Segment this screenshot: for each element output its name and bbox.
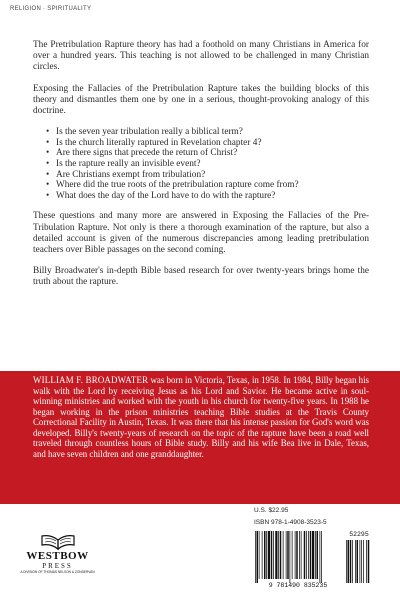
publisher-name: WESTBOW [26, 550, 89, 562]
westbow-book-icon [41, 533, 75, 551]
question-item: • Is the rapture really an invisible event? [46, 159, 369, 170]
barcode [254, 531, 374, 591]
category-label: RELIGION · SPIRITUALITY [10, 6, 92, 12]
author-bio [33, 375, 369, 459]
question-item: • What does the day of the Lord have to do with the rapture? [46, 191, 369, 202]
question-item: • Are Christians exempt from tribulation? [46, 170, 369, 181]
publisher-subline: A DIVISION OF THOMAS NELSON & ZONDERVAN [20, 570, 95, 574]
publisher-logo [10, 533, 105, 574]
author-research-paragraph: Billy Broadwater's in-depth Bible based research for over twenty-years brings home the truth about the rapture. [33, 266, 369, 288]
answers-paragraph: These questions and many more are answered in Exposing the Fallacies of the Pre-Tribulation Rapture. Not only is there a thorough examination of the rapture, but also a detailed account is given of the numerous discrepancies among leading pretribulation teachers over Bible passages on the second coming. [33, 211, 369, 255]
summary-paragraph: Exposing the Fallacies of the Pretribulation Rapture takes the building blocks of this theory and dismantles them one by one in a serious, thought-provoking analogy of this doctrine. [33, 83, 369, 117]
back-cover-description [33, 40, 369, 299]
question-item: • Are there signs that precede the return of Christ? [46, 148, 369, 159]
intro-paragraph: The Pretribulation Rapture theory has had a foothold on many Christians in America for over a hundred years. This teaching is not allowed to be challenged in many Christian circles. [33, 40, 369, 73]
price-label: U.S. $22.95 [254, 507, 289, 514]
barcode-addon-digits: 52295 [349, 531, 369, 538]
question-item: • Is the church literally raptured in Revelation chapter 4? [46, 138, 369, 149]
question-item: • Is the seven year tribulation really a biblical term? [46, 127, 369, 138]
barcode-digits: 9 781490 835235 [268, 582, 328, 589]
question-list [33, 127, 369, 201]
author-name: WILLIAM F. BROADWATER [33, 375, 149, 385]
publisher-press: PRESS [42, 562, 73, 570]
barcode-bars [254, 531, 374, 583]
question-item: • Where did the true roots of the pretribulation rapture come from? [46, 180, 369, 191]
isbn-label: ISBN 978-1-4908-3523-5 [254, 519, 327, 526]
author-bio-text: was born in Victoria, Texas, in 1958. In 1984, Billy began his walk with the Lord by receiving Jesus as his Lord and Savior. He became active in soul-winning ministries and worked with the youth in his church for twenty-five years. In 1988 he began working in the prison ministries teaching Bible studies at the Travis County Correctional Facility in Austin, Texas. It was there that his intense passion for God's word was developed. Billy's twenty-years of research on the topic of the rapture have been a road well traveled through countless hours of Bible study. Billy and his wife Bea live in Dale, Texas, and have seven children and one granddaughter. [33, 375, 370, 459]
author-bio-band [0, 371, 400, 504]
